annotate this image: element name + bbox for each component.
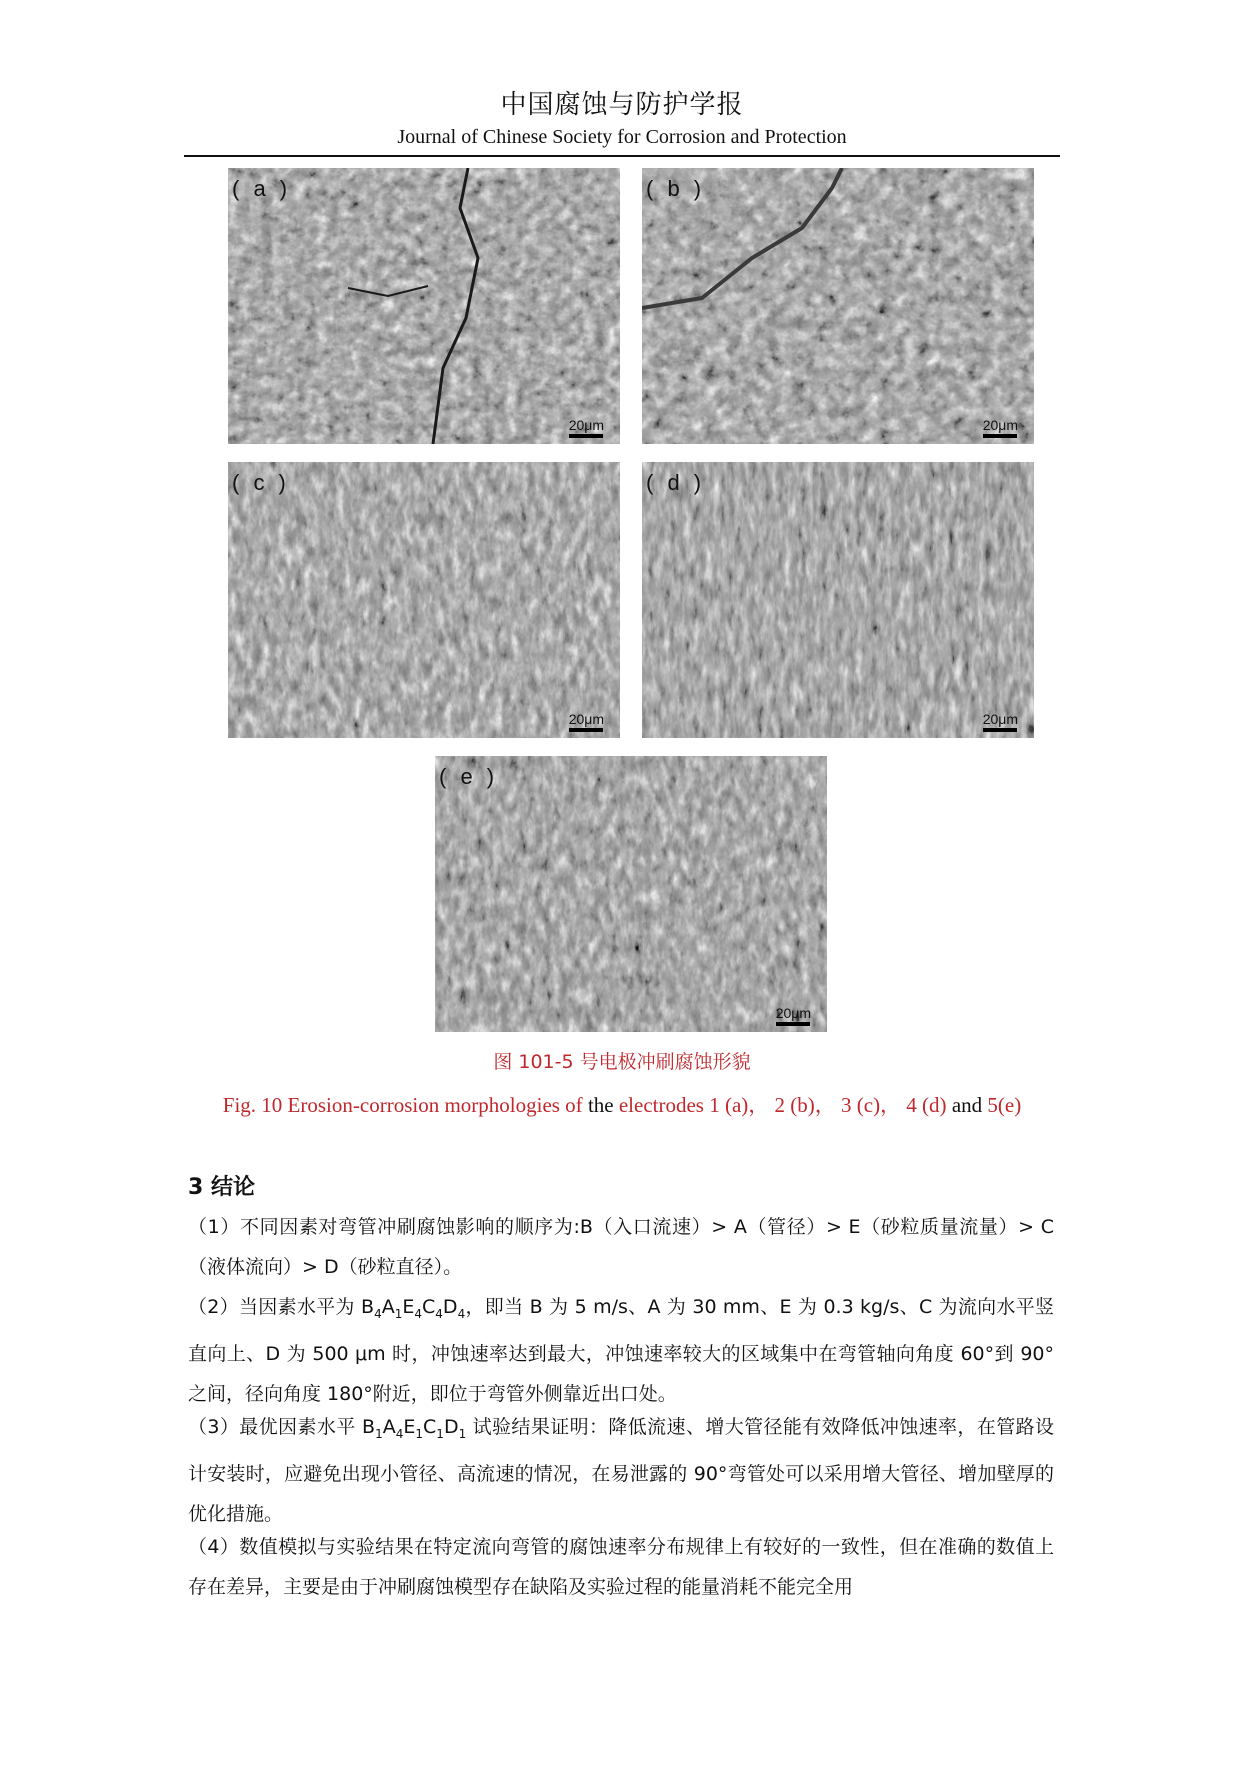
- sem-panel-c: [228, 462, 620, 738]
- conclusion-paragraph: （1）不同因素对弯管冲刷腐蚀影响的顺序为:B（入口流速）> A（管径）> E（砂粒质量流量）> C（液体流向）> D（砂粒直径）。: [188, 1216, 1054, 1278]
- section-title: 3 结论: [188, 1175, 255, 1200]
- caption-en-part: Fig. 10 Erosion-corrosion morphologies of: [222, 1093, 588, 1117]
- panel-label: ( d ): [646, 470, 706, 495]
- sem-panel-d: [642, 462, 1034, 738]
- conclusion-paragraph: （3）最优因素水平 $B_1A_4E_1C_1D_1$ 试验结果证明：降低流速、增大管径能有效降低冲蚀速率，在管路设计安装时，应避免出现小管径、高流速的情况，在易泄露的 90°弯管处可以采用增大管径、增加壁厚的优化措施。: [188, 1416, 1054, 1525]
- scale-bar-label: 20μm: [568, 417, 604, 433]
- journal-title-en: Journal of Chinese Society for Corrosion and Protection: [397, 126, 847, 148]
- sem-texture: [228, 462, 620, 738]
- panel-label: ( c ): [232, 470, 290, 495]
- conclusion-paragraph: （2）当因素水平为 $B_4A_1E_4C_4D_4$，即当 B 为 5 m/s、A 为 30 mm、E 为 0.3 kg/s、C 为流向水平竖直向上、D 为 500 μm 时，冲蚀速率达到最大，冲蚀速率较大的区域集中在弯管轴向角度 60°到 90°之间，径向角度 180°附近，即位于弯管外侧靠近出口处。: [188, 1296, 1054, 1405]
- scale-bar-line: [983, 434, 1017, 438]
- scale-bar-label: 20μm: [982, 711, 1018, 727]
- journal-header: [184, 88, 1060, 150]
- panel-label: ( b ): [646, 176, 706, 201]
- scale-bar-label: 20μm: [775, 1005, 811, 1021]
- sem-panel-e: [435, 756, 827, 1032]
- panel-label: ( e ): [439, 764, 499, 789]
- figure-caption-en: [184, 1089, 1060, 1119]
- paragraph-text: 试验结果证明：降低流速、增大管径能有效降低冲蚀速率，在管路设计安装时，应避免出现小管径、高流速的情况，在易泄露的 90°弯管处可以采用增大管径、增加壁厚的优化措施。: [188, 1416, 1054, 1525]
- caption-en-part: and: [951, 1093, 983, 1117]
- caption-en-part: 5(e): [982, 1093, 1022, 1117]
- scale-bar: [569, 711, 604, 732]
- paragraph-text: （3）最优因素水平 B: [188, 1416, 376, 1438]
- sem-texture: [228, 168, 620, 444]
- sem-texture: [435, 756, 827, 1032]
- conclusion-paragraph: （4）数值模拟与实验结果在特定流向弯管的腐蚀速率分布规律上有较好的一致性，但在准确的数值上存在差异，主要是由于冲刷腐蚀模型存在缺陷及实验过程的能量消耗不能完全用: [188, 1536, 1054, 1598]
- scale-bar: [776, 1005, 811, 1026]
- scale-bar: [983, 417, 1018, 438]
- scale-bar: [983, 711, 1018, 732]
- scale-bar-line: [569, 434, 603, 438]
- sem-texture: [642, 168, 1034, 444]
- caption-en-part: the: [587, 1093, 614, 1117]
- sem-texture: [642, 462, 1034, 738]
- header-rule: [184, 155, 1060, 157]
- journal-title-cn: 中国腐蚀与防护学报: [500, 90, 744, 120]
- scale-bar-line: [569, 728, 603, 732]
- scale-bar-line: [776, 1022, 810, 1026]
- panel-label: ( a ): [232, 176, 292, 201]
- figure-caption-cn: 图 101-5 号电极冲刷腐蚀形貌: [493, 1051, 751, 1073]
- scale-bar-label: 20μm: [568, 711, 604, 727]
- scale-bar-label: 20μm: [982, 417, 1018, 433]
- sem-panel-b: [642, 168, 1034, 444]
- caption-en-part: electrodes 1 (a)， 2 (b)， 3 (c)， 4 (d): [613, 1093, 952, 1117]
- scale-bar: [569, 417, 604, 438]
- sem-panel-a: [228, 168, 620, 444]
- paragraph-text: ，即当 B 为 5 m/s、A 为 30 mm、E 为 0.3 kg/s、C 为流向水平竖直向上、D 为 500 μm 时，冲蚀速率达到最大，冲蚀速率较大的区域集中在弯管轴向角度 60°到 90°之间，径向角度 180°附近，即位于弯管外侧靠近出口处。: [188, 1296, 1054, 1405]
- scale-bar-line: [983, 728, 1017, 732]
- paragraph-text: （2）当因素水平为 B: [188, 1296, 375, 1318]
